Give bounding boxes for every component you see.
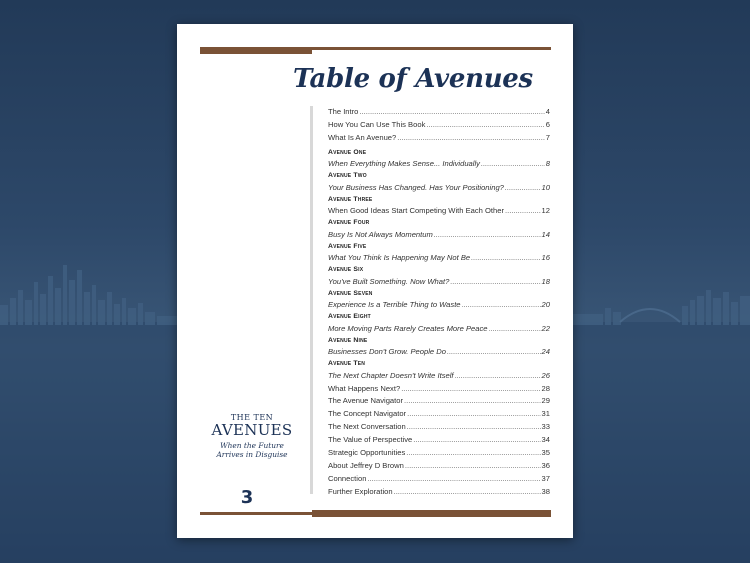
book-page [177, 24, 573, 538]
toc-entry[interactable]: How You Can Use This Book ..... 6 [328, 120, 550, 133]
bottom-rule-thin [200, 512, 312, 515]
toc-entry[interactable]: Businesses Don't Grow. People Do ..... 24 [328, 347, 550, 360]
avenue-heading: Avenue Eight [328, 313, 371, 321]
avenue-heading: Avenue One [328, 148, 367, 156]
toc-entry[interactable]: More Moving Parts Rarely Creates More Peace ..... 22 [328, 324, 550, 337]
avenue-heading: Avenue Three [328, 195, 373, 203]
toc-entry[interactable]: Your Business Has Changed. Has Your Positioning? ..... 10 [328, 183, 550, 196]
toc-entry[interactable]: What Is An Avenue? ..... 7 [328, 133, 550, 146]
toc-entry[interactable]: Further Exploration ..... 38 [328, 487, 550, 500]
toc-entry[interactable]: Strategic Opportunities ..... 35 [328, 448, 550, 461]
logo-line-avenues: AVENUES [211, 421, 293, 439]
toc-entry[interactable]: When Everything Makes Sense... Individually ..... 8 [328, 159, 550, 172]
toc-entry[interactable]: You've Built Something. Now What? ..... 18 [328, 277, 550, 290]
toc-entry[interactable]: What Happens Next? ..... 28 [328, 384, 550, 397]
toc-entry[interactable]: When Good Ideas Start Competing With Each Other ..... 12 [328, 206, 550, 219]
avenue-heading: Avenue Five [328, 242, 367, 250]
toc-entry[interactable]: The Avenue Navigator ..... 29 [328, 396, 550, 409]
page-number: 3 [240, 487, 254, 508]
avenue-heading: Avenue Two [328, 172, 367, 180]
top-rule-thick [200, 47, 312, 54]
logo-line-the-ten: THE TEN [230, 413, 274, 422]
toc-entry[interactable]: The Value of Perspective ..... 34 [328, 435, 550, 448]
toc-entry[interactable]: The Intro ..... 4 [328, 107, 550, 120]
toc-entry[interactable]: Busy Is Not Always Momentum ..... 14 [328, 230, 550, 243]
toc-entry[interactable]: The Concept Navigator ..... 31 [328, 409, 550, 422]
table-of-contents [328, 107, 550, 500]
avenue-heading: Avenue Four [328, 219, 370, 227]
bottom-rule-thick [312, 510, 551, 517]
avenue-heading: Avenue Ten [328, 360, 366, 368]
toc-entry[interactable]: The Next Chapter Doesn't Write Itself ..... 26 [328, 371, 550, 384]
toc-entry[interactable]: About Jeffrey D Brown ..... 36 [328, 461, 550, 474]
avenue-heading: Avenue Seven [328, 289, 373, 297]
toc-entry[interactable]: The Next Conversation ..... 33 [328, 422, 550, 435]
toc-entry[interactable]: Connection ..... 37 [328, 474, 550, 487]
toc-entry[interactable]: Experience Is a Terrible Thing to Waste ..... 20 [328, 300, 550, 313]
page-title: Table of Avenues [293, 64, 533, 94]
toc-divider-bar [310, 106, 313, 494]
avenue-heading: Avenue Six [328, 266, 364, 274]
logo-tagline-2: Arrives in Disguise [216, 450, 288, 459]
top-rule-thin [312, 47, 551, 50]
logo-tagline-1: When the Future [220, 441, 284, 450]
toc-entry[interactable]: What You Think Is Happening May Not Be ..... 16 [328, 253, 550, 266]
avenue-heading: Avenue Nine [328, 336, 368, 344]
book-logo [207, 413, 297, 459]
